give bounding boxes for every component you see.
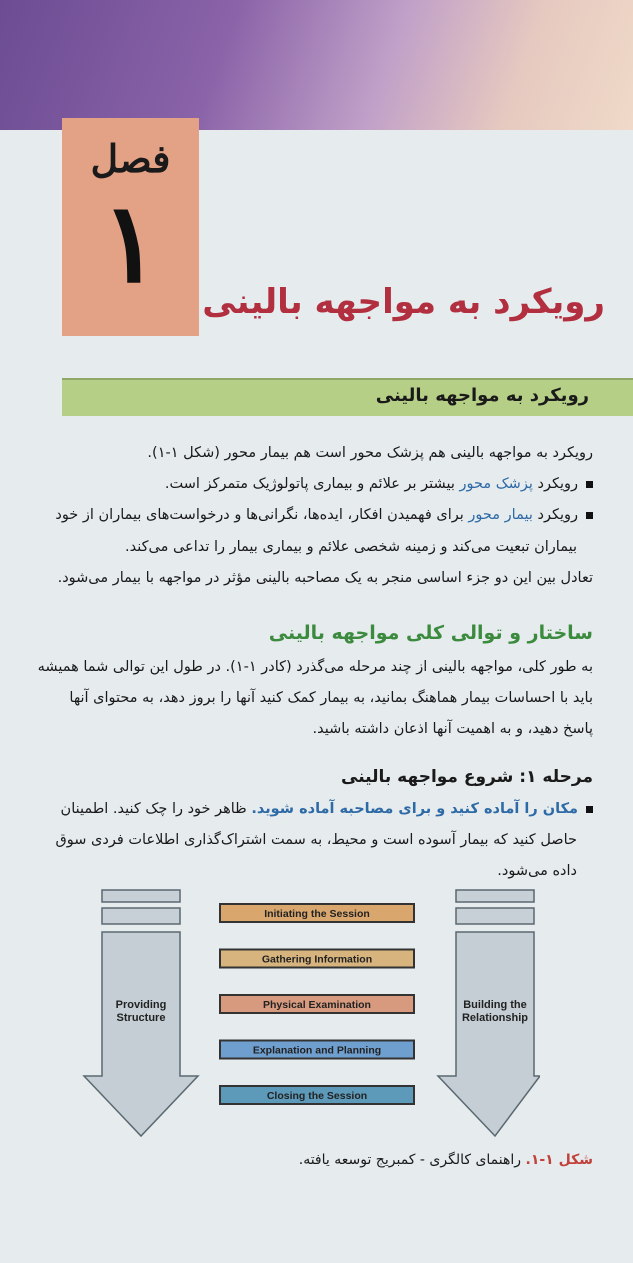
chapter-number: ۱ — [100, 178, 161, 307]
caption-label: شکل ۱-۱. — [525, 1152, 593, 1168]
stage1-line: داده می‌شود. — [497, 863, 577, 879]
left-arrow — [84, 890, 198, 1136]
bullet-text-post: بیشتر بر علائم و بیماری پاتولوژیک متمرکز است. — [164, 476, 460, 492]
bullet-text-pre: رویکرد — [532, 507, 578, 523]
step-label: Closing the Session — [266, 1090, 368, 1102]
figure-caption — [299, 1152, 593, 1168]
right-arrow-label-2: Relationship — [461, 1012, 529, 1024]
right-arrow — [438, 890, 540, 1136]
bullet-physician — [33, 469, 593, 499]
structure-line: باید با احساسات بیمار هماهنگ بمانید، به بیمار کمک کنید آنها را بروز دهد، به محتوای آنها — [69, 690, 593, 706]
chapter-word: فصل — [90, 136, 171, 181]
section-bar — [62, 378, 633, 416]
right-arrow-label-1: Building the — [463, 999, 527, 1011]
calgary-cambridge-diagram — [80, 888, 540, 1148]
structure-line: به طور کلی، مواجهه بالینی از چند مرحله می‌گذرد (کادر ۱-۱). در طول این توالی شما همیشه — [37, 659, 593, 675]
stage1-line: حاصل کنید که بیمار آسوده است و محیط، به سمت اشتراک‌گذاری اطلاعات فردی سوق — [55, 832, 577, 848]
bullet-highlight: مکان را آماده کنید و برای مصاحبه آماده شوید. — [251, 801, 578, 817]
section-title: رویکرد به مواجهه بالینی — [375, 385, 589, 406]
bullet-text-pre: رویکرد — [532, 476, 578, 492]
stage1-bullet — [33, 794, 593, 824]
step-label: Gathering Information — [261, 953, 373, 966]
step-label: Physical Examination — [263, 999, 371, 1011]
bullet-highlight: پزشک محور — [459, 476, 533, 492]
bullet-icon — [586, 481, 593, 488]
bullet-patient — [33, 500, 593, 530]
bullet-text-post: ظاهر خود را چک کنید. اطمینان — [60, 801, 252, 817]
step-label: Explanation and Planning — [252, 1044, 382, 1057]
bullet-text-post: برای فهمیدن افکار، ایده‌ها، نگرانی‌ها و درخواست‌های بیماران از خود — [55, 507, 469, 523]
bullet-continuation: بیماران تبعیت می‌کند و زمینه شخصی علائم و بیماری بیمار را تداعی می‌کند. — [125, 539, 577, 555]
intro-line: رویکرد به مواجهه بالینی هم پزشک محور است هم بیمار محور (شکل ۱-۱). — [147, 445, 593, 461]
chapter-title: رویکرد به مواجهه بالینی — [202, 282, 605, 322]
bullet-icon — [586, 806, 593, 813]
left-arrow-label-2: Structure — [116, 1012, 166, 1024]
steps-group — [220, 904, 414, 1104]
step-label: Initiating the Session — [264, 908, 370, 920]
left-arrow-label-1: Providing — [115, 999, 167, 1011]
intro-last-line: تعادل بین این دو جزء اساسی منجر به یک مصاحبه بالینی مؤثر در مواجهه با بیمار می‌شود. — [57, 570, 593, 586]
chapter-box — [62, 118, 199, 336]
caption-text: راهنمای کالگری - کمبریج توسعه یافته. — [298, 1152, 526, 1168]
stage1-heading: مرحله ۱: شروع مواجهه بالینی — [341, 767, 593, 787]
bullet-highlight: بیمار محور — [468, 507, 533, 523]
structure-heading: ساختار و توالی کلی مواجهه بالینی — [268, 622, 593, 644]
bullet-icon — [586, 512, 593, 519]
structure-line: پاسخ دهید، و به اهمیت آنها اذعان داشته باشید. — [312, 721, 593, 737]
